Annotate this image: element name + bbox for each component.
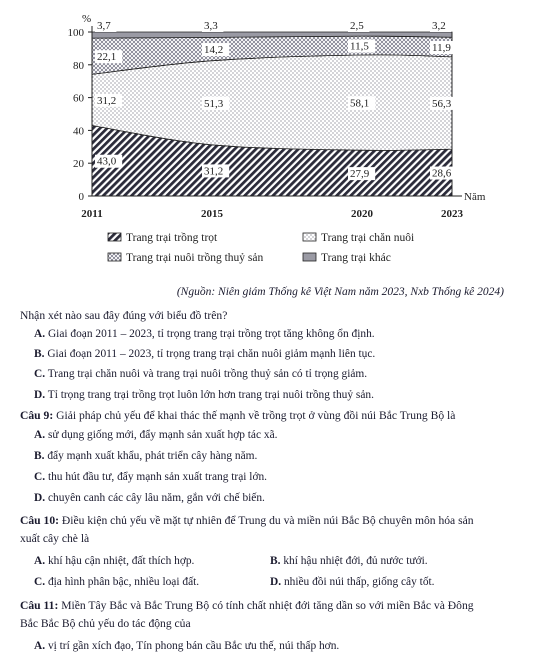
option-text: khí hậu cận nhiệt, đất thích hợp.: [47, 555, 195, 567]
option-label: B.: [34, 348, 45, 360]
data-label: 2,5: [350, 20, 364, 32]
data-label: 28,6: [432, 167, 452, 180]
option-label: B.: [270, 555, 281, 567]
data-label: 11,9: [432, 42, 451, 55]
option-label: D.: [270, 576, 282, 588]
option-text: chuyên canh các cây lâu năm, gắn với chế biến.: [47, 492, 265, 504]
legend-label: Trang trại trồng trọt: [126, 232, 218, 244]
q9-option-b[interactable]: [34, 449, 257, 464]
q10-option-b[interactable]: [270, 554, 428, 569]
q11-option-a[interactable]: [34, 639, 339, 654]
data-label: 11,5: [350, 40, 369, 53]
q10-stem-line2: xuất cây chè là: [20, 532, 90, 545]
q8-option-a[interactable]: [34, 327, 375, 342]
data-label: 31,2: [97, 94, 117, 107]
option-text: Giai đoạn 2011 – 2023, tỉ trọng trang trại chăn nuôi giảm mạnh liên tục.: [47, 348, 376, 360]
option-text: sử dụng giống mới, đẩy mạnh sản xuất hợp tác xã.: [47, 429, 278, 441]
legend-label: Trang trại khác: [321, 252, 391, 264]
option-label: D.: [34, 389, 46, 401]
y-tick-label: 100: [67, 27, 84, 39]
q11-stem-line2: Bắc Bắc Bộ chủ yếu do tác động của: [20, 617, 191, 630]
y-tick-label: 20: [73, 158, 84, 171]
q8-option-d[interactable]: [34, 388, 374, 403]
x-tick-label: 2020: [351, 208, 373, 220]
y-tick-label: 40: [73, 125, 84, 138]
legend-label: Trang trại nuôi trồng thuỷ sản: [126, 252, 264, 264]
q10-option-a[interactable]: [34, 554, 194, 569]
q8-option-c[interactable]: [34, 367, 367, 382]
legend-swatch: [108, 233, 121, 241]
x-tick-label: 2011: [81, 208, 103, 220]
q9-option-d[interactable]: [34, 491, 265, 506]
q9-option-a[interactable]: [34, 428, 277, 443]
q9-stem: [20, 408, 528, 423]
q11-stem: [20, 598, 528, 613]
q10-stem: [20, 513, 528, 528]
y-tick-label: 60: [73, 92, 84, 105]
stacked-area-chart: [0, 0, 542, 285]
data-label: 14,2: [204, 44, 224, 57]
q9-stem-text: Giải pháp chủ yếu để khai thác thế mạnh về trồng trọt ở vùng đồi núi Bắc Trung Bộ là: [56, 409, 456, 422]
legend-swatch: [108, 253, 121, 261]
q9-number: Câu 9:: [20, 409, 54, 422]
x-tick-label: 2023: [441, 208, 463, 220]
option-text: khí hậu nhiệt đới, đủ nước tưới.: [283, 555, 428, 567]
q10-stem-line1: Điều kiện chủ yếu về mặt tự nhiên để Trung du và miền núi Bắc Bộ chuyên môn hóa sản: [61, 514, 474, 527]
option-label: A.: [34, 555, 46, 567]
option-label: C.: [34, 576, 46, 588]
data-label: 31,2: [204, 165, 224, 178]
y-tick-label: 80: [73, 59, 84, 72]
option-text: địa hình phân bậc, nhiều loại đất.: [47, 576, 200, 588]
data-label: 51,3: [204, 97, 224, 110]
q10-number: Câu 10:: [20, 514, 59, 527]
option-text: thu hút đầu tư, đẩy mạnh sản xuất trang trại lớn.: [47, 471, 268, 483]
option-text: vị trí gần xích đạo, Tín phong bán cầu Bắc ưu thế, núi thấp hơn.: [47, 640, 340, 652]
y-unit-label: %: [82, 13, 92, 25]
data-label: 43,0: [97, 155, 117, 168]
x-tick-label: 2015: [201, 208, 223, 220]
q9-option-c[interactable]: [34, 470, 267, 485]
legend-swatch: [303, 233, 316, 241]
q10-option-d[interactable]: [270, 575, 435, 590]
option-label: A.: [34, 640, 46, 652]
data-label: 3,7: [97, 20, 111, 32]
option-label: A.: [34, 429, 46, 441]
q8-stem: Nhận xét nào sau đây đúng với biểu đồ trên?: [20, 309, 228, 322]
source-note: (Nguồn: Niên giám Thống kê Việt Nam năm 2023, Nxb Thống kê 2024): [176, 286, 504, 298]
option-label: D.: [34, 492, 46, 504]
legend-label: Trang trại chăn nuôi: [321, 232, 415, 244]
option-text: Giai đoạn 2011 – 2023, tỉ trọng trang trại trồng trọt tăng không ổn định.: [47, 328, 375, 340]
x-unit-label: Năm: [464, 191, 486, 203]
chart-legend: [108, 231, 414, 264]
option-text: đẩy mạnh xuất khẩu, phát triển cây hàng năm.: [47, 450, 258, 462]
q11-stem-line1: Miền Tây Bắc và Bắc Trung Bộ có tính chất nhiệt đới tăng dần so với miền Bắc và Đông: [61, 599, 474, 612]
y-tick-label: 0: [78, 191, 84, 203]
option-label: B.: [34, 450, 45, 462]
q10-option-c[interactable]: [34, 575, 199, 590]
data-label: 58,1: [350, 97, 370, 110]
option-text: Tỉ trọng trang trại trồng trọt luôn lớn hơn trang trại nuôi trồng thuỷ sản.: [47, 389, 374, 401]
data-label: 56,3: [432, 97, 452, 110]
option-text: Trang trại chăn nuôi và trang trại nuôi trồng thuỷ sản có tỉ trọng giảm.: [47, 368, 368, 380]
q11-number: Câu 11:: [20, 599, 59, 612]
option-text: nhiều đồi núi thấp, giống cây tốt.: [283, 576, 435, 588]
chart-areas: [92, 32, 452, 196]
data-label: 27,9: [350, 168, 370, 181]
data-label: 22,1: [97, 51, 117, 64]
legend-swatch: [303, 253, 316, 261]
option-label: A.: [34, 328, 46, 340]
data-label: 3,3: [204, 20, 218, 32]
data-label: 3,2: [432, 20, 446, 32]
option-label: C.: [34, 368, 46, 380]
option-label: C.: [34, 471, 46, 483]
q8-option-b[interactable]: [34, 347, 375, 362]
